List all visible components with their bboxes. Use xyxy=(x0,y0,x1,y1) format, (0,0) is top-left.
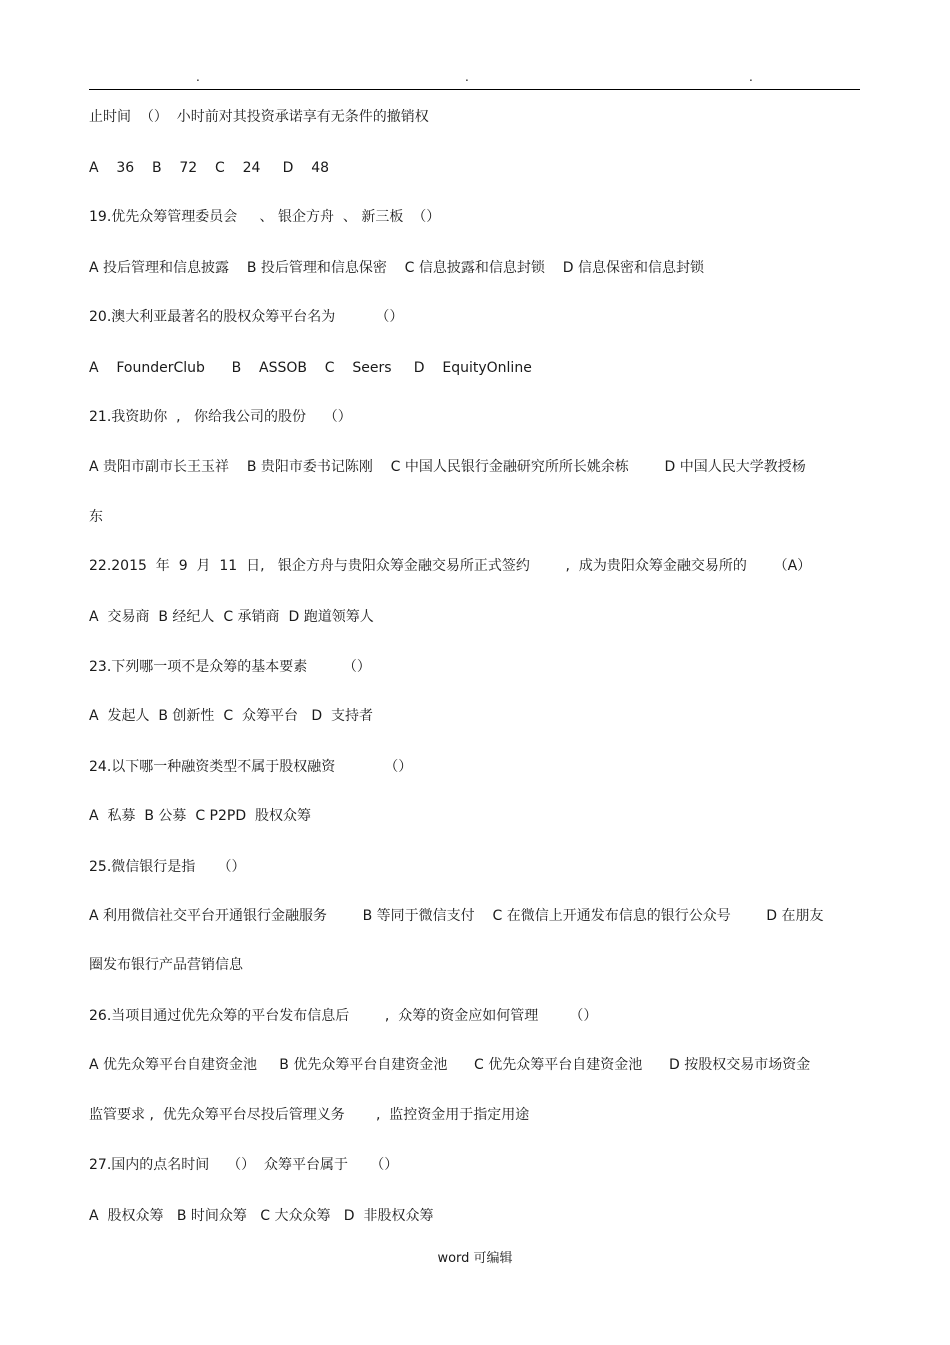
text-line: A 交易商 B 经纪人 C 承销商 D 跑道领筹人 xyxy=(89,609,374,625)
text-line: A FounderClub B ASSOB C Seers D EquityOnline xyxy=(89,360,532,376)
header-dot: . xyxy=(465,70,469,84)
text-line: 27.国内的点名时间 （） 众筹平台属于 （） xyxy=(89,1157,399,1173)
header-rule xyxy=(89,89,860,90)
text-line: A 股权众筹 B 时间众筹 C 大众众筹 D 非股权众筹 xyxy=(89,1208,434,1224)
header-dot: . xyxy=(196,70,200,84)
text-line: A 私募 B 公募 C P2PD 股权众筹 xyxy=(89,808,312,824)
text-line: 26.当项目通过优先众筹的平台发布信息后 , 众筹的资金应如何管理 （） xyxy=(89,1008,598,1024)
text-line: 23.下列哪一项不是众筹的基本要素 （） xyxy=(89,659,371,675)
page-footer: word 可编辑 xyxy=(437,1251,513,1266)
text-line: 圈发布银行产品营销信息 xyxy=(89,957,243,973)
text-line: A 优先众筹平台自建资金池 B 优先众筹平台自建资金池 C 优先众筹平台自建资金池 D 按股权交易市场资金 xyxy=(89,1057,811,1073)
text-line: 21.我资助你 , 你给我公司的股份 （） xyxy=(89,409,352,425)
text-line: 东 xyxy=(89,509,103,525)
text-line: 22.2015 年 9 月 11 日, 银企方舟与贵阳众筹金融交易所正式签约 , 成为贵阳众筹金融交易所的 （A） xyxy=(89,558,812,574)
text-line: 25.微信银行是指 （） xyxy=(89,859,246,875)
text-line: A 贵阳市副市长王玉祥 B 贵阳市委书记陈刚 C 中国人民银行金融研究所所长姚余栋 D 中国人民大学教授杨 xyxy=(89,459,806,475)
text-line: A 投后管理和信息披露 B 投后管理和信息保密 C 信息披露和信息封锁 D 信息保密和信息封锁 xyxy=(89,260,704,276)
header-dot: . xyxy=(749,70,753,84)
text-line: 止时间 （） 小时前对其投资承诺享有无条件的撤销权 xyxy=(89,109,429,125)
text-line: 24.以下哪一种融资类型不属于股权融资 （） xyxy=(89,759,413,775)
text-line: 20.澳大利亚最著名的股权众筹平台名为 （） xyxy=(89,309,404,325)
text-line: 监管要求 , 优先众筹平台尽投后管理义务 , 监控资金用于指定用途 xyxy=(89,1107,530,1123)
text-line: 19.优先众筹管理委员会 、 银企方舟 、 新三板 （） xyxy=(89,209,441,225)
header-dots xyxy=(0,70,950,84)
text-line: A 利用微信社交平台开通银行金融服务 B 等同于微信支付 C 在微信上开通发布信息的银行公众号 D 在朋友 xyxy=(89,908,824,924)
text-line: A 发起人 B 创新性 C 众筹平台 D 支持者 xyxy=(89,708,374,724)
text-line: A 36 B 72 C 24 D 48 xyxy=(89,160,330,176)
